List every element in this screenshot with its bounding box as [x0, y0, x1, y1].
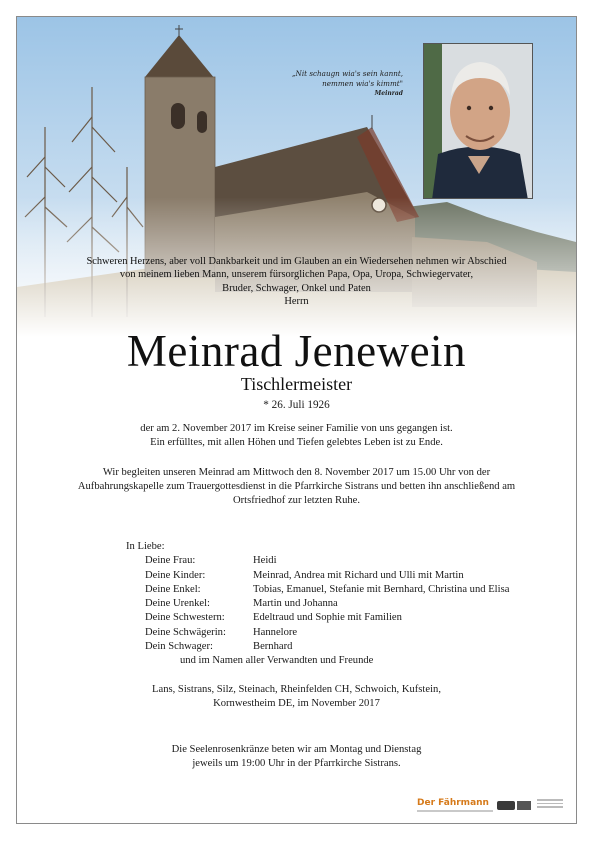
family-row — [126, 597, 566, 611]
birth-date: * 26. Juli 1926 — [263, 399, 330, 411]
quote — [249, 69, 403, 99]
family-row — [126, 554, 566, 568]
family-relation: Deine Schwägerin: — [145, 626, 226, 638]
funeral-notice-line-1: Wir begleiten unseren Meinrad am Mittwoch den 8. November 2017 um 15.00 Uhr von der — [102, 467, 491, 478]
brand-tagline-strip — [417, 810, 493, 812]
portrait-photo — [423, 43, 533, 199]
death-notice-line-1: der am 2. November 2017 im Kreise seiner Familie von uns gegangen ist. — [140, 423, 453, 434]
places-line-2: Kornwestheim DE, im November 2017 — [213, 698, 380, 710]
family-row — [126, 626, 566, 640]
quote-author: Meinrad — [374, 90, 403, 97]
funeral-home-logo — [417, 797, 567, 817]
family-names: Hannelore — [253, 626, 298, 638]
family-closing: und im Namen aller Verwandten und Freunde — [180, 655, 374, 667]
contact-lines — [537, 799, 563, 811]
intro-text — [17, 255, 576, 309]
family-relation: Deine Enkel: — [145, 583, 201, 595]
family-names: Tobias, Emanuel, Stefanie mit Bernhard, Christina und Elisa — [253, 583, 510, 595]
rosary-notice — [17, 743, 576, 771]
death-notice — [17, 422, 576, 450]
family-relation: Dein Schwager: — [145, 641, 213, 653]
boat-icon — [497, 801, 515, 810]
deceased-name: Meinrad Jenewein — [126, 326, 467, 376]
family-relation: Deine Kinder: — [145, 569, 206, 581]
family-relation: Deine Schwestern: — [145, 612, 225, 624]
family-row — [126, 611, 566, 625]
brand-name: Der Fährmann — [417, 798, 489, 808]
family-list — [126, 540, 566, 669]
funeral-notice — [17, 466, 576, 509]
family-row — [126, 569, 566, 583]
family-relation: Deine Urenkel: — [145, 598, 211, 610]
family-names: Heidi — [253, 555, 277, 567]
family-names: Edeltraud und Sophie mit Familien — [253, 612, 402, 624]
quote-line-1: „Nit schaugn wia's sein kannt, — [291, 69, 403, 78]
profession: Tischlermeister — [240, 374, 353, 394]
places — [17, 683, 576, 711]
obituary-card — [16, 16, 577, 824]
death-notice-line-2: Ein erfülltes, mit allen Höhen und Tiefen gelebtes Leben ist zu Ende. — [150, 437, 443, 449]
funeral-notice-line-2: Aufbahrungskapelle zum Trauergottesdienst in die Pfarrkirche Sistrans und betten ihn anschließend am — [77, 481, 516, 493]
family-relation: Deine Frau: — [145, 555, 196, 567]
places-line-1: Lans, Sistrans, Silz, Steinach, Rheinfelden CH, Schwoich, Kufstein, — [152, 684, 441, 695]
family-names: Bernhard — [253, 641, 293, 653]
funeral-notice-line-3: Ortsfriedhof zur letzten Ruhe. — [232, 495, 361, 507]
intro-line-2: von meinem lieben Mann, unserem fürsorglichen Papa, Opa, Uropa, Schwiegervater, — [119, 269, 474, 281]
family-names: Meinrad, Andrea mit Richard und Ulli mit Martin — [253, 569, 464, 581]
family-row — [126, 640, 566, 654]
car-icon — [517, 801, 531, 810]
family-row — [126, 583, 566, 597]
rosary-line-2: jeweils um 19:00 Uhr in der Pfarrkirche Sistrans. — [192, 758, 401, 770]
intro-line-1: Schweren Herzens, aber voll Dankbarkeit und im Glauben an ein Wiedersehen nehmen wir Abschied — [86, 256, 507, 267]
rosary-line-1: Die Seelenrosenkränze beten wir am Montag und Dienstag — [171, 744, 422, 755]
intro-line-4: Herrn — [284, 296, 309, 308]
quote-line-2: nemmen wia's kimmt" — [322, 79, 403, 88]
intro-line-3: Bruder, Schwager, Onkel und Paten — [222, 282, 371, 294]
family-heading: In Liebe: — [126, 541, 165, 552]
family-names: Martin und Johanna — [253, 598, 338, 610]
